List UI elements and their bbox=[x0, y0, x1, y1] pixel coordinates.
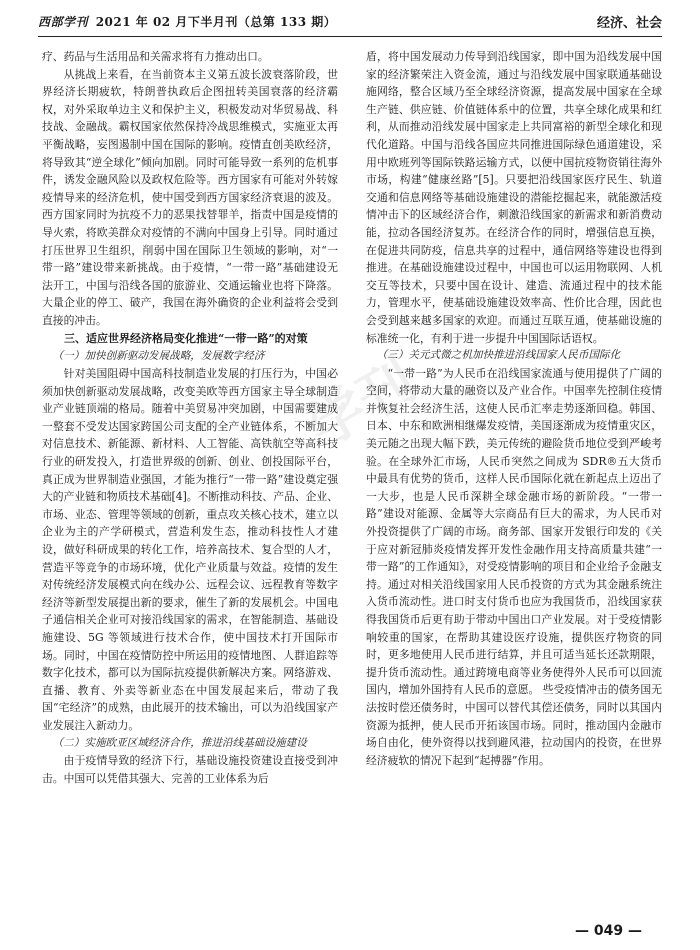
subsection-heading: （一）加快创新驱动发展战略，发展数字经济 bbox=[52, 349, 265, 362]
paragraph: 盾，将中国发展动力传导到沿线国家，即中国为沿线发展中国家的经济繁荣注入资金流，通过与沿线发展中国家联通基础设施网络，整合区域乃至全球经济资源，提高发展中国家在全球生产链、供应链、价值链体系中的位置，共享全球化成果和红利，从而推动沿线发展中国家走上共同富裕的新型全球化和现代化道路。中国与沿线各国应共同推进国际绿色通道建设，采用中欧班列等国际铁路运输方式，以便中国抗疫物资销往海外市场，构建“健康丝路”[5]。只要把沿线国家医疗民生、轨道交通和信息网络等基础设施建设的潜能挖掘起来，就能激活疫情冲击下的区域经济合作，刺激沿线国家的新需求和新消费动能，拉动各国经济复苏。在经济合作的同时，增强信息互换，在促进共同防疫，信息共享的过程中，通信网络等建设也得到推进。在基础设施建设过程中，中国也可以运用物联网、人机交互等技术，只要中国在设计、建造、流通过程中的技术能力，管理水平，使基础设施建设效率高、性价比合理，因此也会受到越来越多国家的欢迎。而通过互联互通，使基础设施的标准统一化，有利于进一步提升中国国际话语权。 bbox=[366, 50, 662, 345]
paragraph: 针对美国阻碍中国高科技制造业发展的打压行为，中国必须加快创新驱动发展战略，改变美欧等西方国家主导全球制造业产业链顶端的格局。随着中美贸易冲突加剧，中国需要建成一整套不受发达国家跨国公司支配的全产业链体系，不断加大对信息技术、新能源、新材料、人工智能、高铁航空等高科技行业的研发投入，打造世界级的创新、创业、创投国际平台，真正成为世界制造业强国，才能为推行“一带一路”建设奠定强大的产业链和物质技术基础[4]。不断推动科技、产品、企业、市场、业态、管理等领域的创新，重点攻关核心技术，建立以企业为主的产学研模式，营造利发生态，推动科技性人才建设，做好科研成果的转化工作，培养高技术、复合型的人才，营造平等竞争的市场环境，优化产业质量与效益。疫情的发生对传统经济发展模式向在线办公、远程会议、远程教育等数字经济等新型发展提出新的要求，催生了新的发展机会。中国电子通信相关企业可对接沿线国家的需求，在智能制造、基础设施建设、5G 等领域进行技术合作，使中国技术打开国际市场。同时，中国在疫情防控中所运用的疫情地图、人群追踪等数字化技术，都可以为国际抗疫提供新解决方案。网络游戏、直播、教育、外卖等新业态在中国发展起来后，带动了我国“宅经济”的成熟，由此展开的技术输出，可以为沿线国家产业发展注入新动力。 bbox=[42, 367, 338, 732]
section-label: 经济、社会 bbox=[596, 16, 662, 31]
subsection-heading: （三）关元式微之机加快推进沿线国家人民币国际化 bbox=[376, 349, 621, 362]
header-rule bbox=[38, 36, 662, 37]
left-column bbox=[42, 48, 338, 894]
subsection-heading: （二）实施欧亚区域经济合作，推进沿线基础设施建设 bbox=[52, 736, 307, 749]
journal-logo: 西部学刊 bbox=[38, 15, 89, 29]
watermark: 学刊 bbox=[297, 347, 427, 461]
paragraph: “一带一路”为人民币在沿线国家流通与使用提供了广阔的空间，将带动大量的融资以及产业合作。中国率先控制住疫情并恢复社会经济生活，这使人民币汇率走势逐渐回稳。韩国、日本、中东和欧洲相继爆发疫情，美国逐渐成为疫情重灾区，美元随之出现大幅下跌，美元传统的避险货币地位受到严峻考验。在全球外汇市场，人民币突然之间成为 SDR®五大货币中最具有优势的货币，这样人民币国际化就在新起点上迈出了一大步，也是人民币深耕全球金融市场的新阶段。“一带一路”建设对能源、金属等大宗商品有巨大的需求，为人民币对外投资提供了广阔的市场。商务部、国家开发银行印发的《关于应对新冠肺炎疫情发挥开发性金融作用支持高质量共建“一带一路”的工作通知》，对受疫情影响的项目和企业给予金融支持。通过对相关沿线国家用人民币投资的方式为其金融系统注入货币流动性。进口时支付货币也应为我国货币，沿线国家获得我国货币后更有助于带动中国出口产业发展。对于受疫情影响较重的国家，在帮助其建设医疗设施，提供医疗物资的同时，更多地使用人民币进行结算，并且可适当延长还款期限，提升货币流动性。通过跨境电商等业务使得外人民币可以回流国内，增加外国持有人民币的意愿。 些受疫情冲击的债务国无法按时偿还债务时，中国可以替代其偿还债务，同时以其国内资源为抵押，使人民币开拓该国市场。同时，推动国内金融市场自由化，使外资得以找到避风港，拉动国内的投资，在世界经济疲软的情况下起到“起搏器”作用。 bbox=[366, 366, 662, 767]
paragraph: 由于疫情导致的经济下行，基础设施投资建设直接受到冲击。中国可以凭借其强大、完善的工业体系为后 bbox=[42, 754, 338, 785]
page-footer bbox=[0, 920, 700, 939]
paragraph: 疗、药品与生活用品和关需求将有力推动出口。 bbox=[42, 50, 269, 63]
right-column bbox=[366, 48, 662, 894]
section-heading: 三、适应世界经济格局变化推进“一带一路”的对策 bbox=[64, 331, 308, 345]
page-header bbox=[38, 6, 662, 36]
page-number: — 049 — bbox=[575, 923, 642, 939]
issue-info: 2021 年 02 月下半月刊（总第 133 期） bbox=[95, 15, 337, 29]
paragraph: 从挑战上来看，在当前资本主义第五波长波衰落阶段，世界经济长期疲软，特朗普执政后企图扭转美国衰落的经济霸权，对外采取单边主义和保护主义，积极发动对华贸易战、科技战、金融战。霸权国家依然保持冷战思维模式，实施亚太再平衡战略，妄图遏制中国在国际的影响。疫情直创美欧经济，将导致其“逆全球化”倾向加剧。同时可能导致一系列的危机事件，诱发金融风险以及政权危险等。西方国家有可能对外转嫁疫情导来的经济危机，使中国受到西方国家经济衰退的波及。西方国家同时为抗疫不力的恶果找替罪羊，指责中国是疫情的导火索，将欧美群众对疫情的不满向中国身上引导。同时通过打压世界卫生组织，削弱中国在国际卫生领域的影响，对“一带一路”建设带来新挑战。由于疫情，“一带一路”基础建设无法开工，中国与沿线各国的旅游业、交通运输业也将下降落。大量企业的停工、破产，我国在海外确资的企业利益将会受到直接的冲击。 bbox=[42, 67, 338, 327]
journal-masthead bbox=[38, 13, 336, 30]
